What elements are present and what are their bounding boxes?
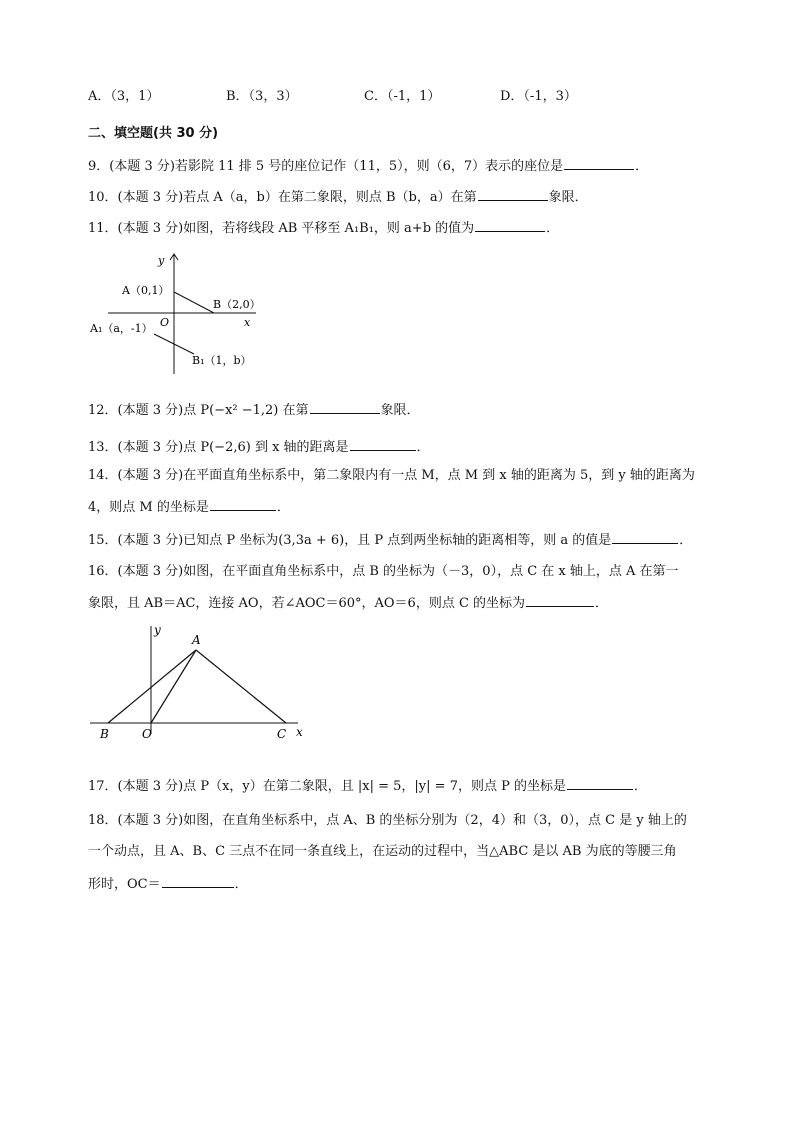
option-a: A．（3，1） [88, 89, 160, 104]
figure-q11 [88, 250, 268, 378]
answer-blank[interactable] [612, 529, 678, 544]
question-10 [88, 186, 588, 208]
answer-blank[interactable] [350, 436, 416, 451]
point-a-label: A（0,1） [122, 284, 170, 297]
question-15 [88, 529, 692, 551]
origin-label: O [160, 316, 170, 329]
segment-ab [108, 650, 196, 723]
answer-blank[interactable] [162, 873, 234, 888]
question-18-line-2: 一个动点，且 A、B、C 三点不在同一条直线上，在运动的过程中，当△ABC 是以 AB 为底的等腰三角 [88, 844, 677, 859]
point-b-label: B（2,0） [213, 298, 261, 311]
answer-blank[interactable] [567, 775, 633, 790]
section-heading: 二、填空题(共 30 分) [88, 126, 219, 141]
question-9 [88, 155, 648, 177]
question-15-end: ． [679, 533, 693, 548]
question-17-text: 17．(本题 3 分)点 P（x，y）在第二象限，且 |x| = 5，|y| = 7，则点 P 的坐标是 [88, 779, 566, 794]
origin-label: O [142, 727, 152, 741]
question-17 [88, 775, 647, 797]
segment-ab [174, 292, 214, 313]
answer-blank[interactable] [310, 399, 380, 414]
question-18-end: ． [234, 877, 248, 892]
point-b-label: B [100, 727, 109, 741]
question-18-line-3 [88, 873, 248, 895]
y-axis-label: y [158, 254, 165, 267]
answer-blank[interactable] [564, 155, 634, 170]
question-12 [88, 399, 420, 421]
question-13 [88, 436, 430, 458]
question-13-text: 13．(本题 3 分)点 P(−2,6) 到 x 轴的距离是 [88, 440, 349, 455]
point-c-label: C [277, 727, 287, 741]
question-14-line-1: 14．(本题 3 分)在平面直角坐标系中，第二象限内有一点 M，点 M 到 x 轴的距离为 5，到 y 轴的距离为 [88, 468, 695, 483]
x-axis-label: x [244, 316, 251, 329]
question-9-text: 9．(本题 3 分)若影院 11 排 5 号的座位记作（11，5），则（6，7）表示的座位是 [88, 159, 564, 174]
y-axis-label: y [154, 623, 161, 637]
question-18-text: 形时，OC＝ [88, 877, 161, 892]
question-10-end: 象限． [548, 190, 588, 205]
x-axis-label: x [296, 725, 303, 739]
question-9-end: ． [635, 159, 649, 174]
point-a1-label: A₁（a，-1） [90, 322, 153, 335]
question-15-text: 15．(本题 3 分)已知点 P 坐标为(3,3a + 6)，且 P 点到两坐标轴的距离相等，则 a 的值是 [88, 533, 612, 548]
question-11-text: 11．(本题 3 分)如图，若将线段 AB 平移至 A₁B₁，则 a+b 的值为 [88, 221, 475, 236]
question-16-line-2 [88, 592, 608, 614]
question-17-end: ． [633, 779, 647, 794]
point-a-label: A [192, 633, 201, 647]
point-b1-label: B₁（1，b） [192, 354, 252, 367]
question-10-text: 10．(本题 3 分)若点 A（a，b）在第二象限，则点 B（b，a）在第 [88, 190, 477, 205]
question-18-line-1: 18．(本题 3 分)如图，在直角坐标系中，点 A、B 的坐标分别为（2，4）和（3，0），点 C 是 y 轴上的 [88, 813, 687, 828]
answer-blank[interactable] [210, 496, 276, 511]
question-14-end: ． [276, 500, 290, 515]
figure-q16 [86, 620, 312, 746]
question-12-text: 12．(本题 3 分)点 P(−x² −1,2) 在第 [88, 403, 309, 418]
answer-blank[interactable] [475, 217, 545, 232]
question-14-line-2 [88, 496, 290, 518]
answer-blank[interactable] [526, 592, 594, 607]
question-12-end: 象限． [380, 403, 420, 418]
question-11 [88, 217, 559, 239]
choice-options-row [88, 87, 708, 107]
question-16-text: 象限，且 AB＝AC，连接 AO，若∠AOC＝60°，AO＝6，则点 C 的坐标为 [88, 596, 526, 611]
option-d: D．（-1，3） [500, 89, 577, 104]
option-b: B．（3，3） [226, 89, 298, 104]
question-11-end: ． [546, 221, 560, 236]
segment-ac [196, 650, 286, 723]
question-16-end: ． [595, 596, 609, 611]
segment-ao [151, 650, 196, 723]
question-16-line-1: 16．(本题 3 分)如图，在平面直角坐标系中，点 B 的坐标为（－3，0），点 C 在 x 轴上，点 A 在第一 [88, 564, 679, 579]
question-13-end: ． [416, 440, 430, 455]
answer-blank[interactable] [478, 186, 548, 201]
option-c: C．（-1，1） [364, 89, 441, 104]
question-14-text: 4，则点 M 的坐标是 [88, 500, 209, 515]
